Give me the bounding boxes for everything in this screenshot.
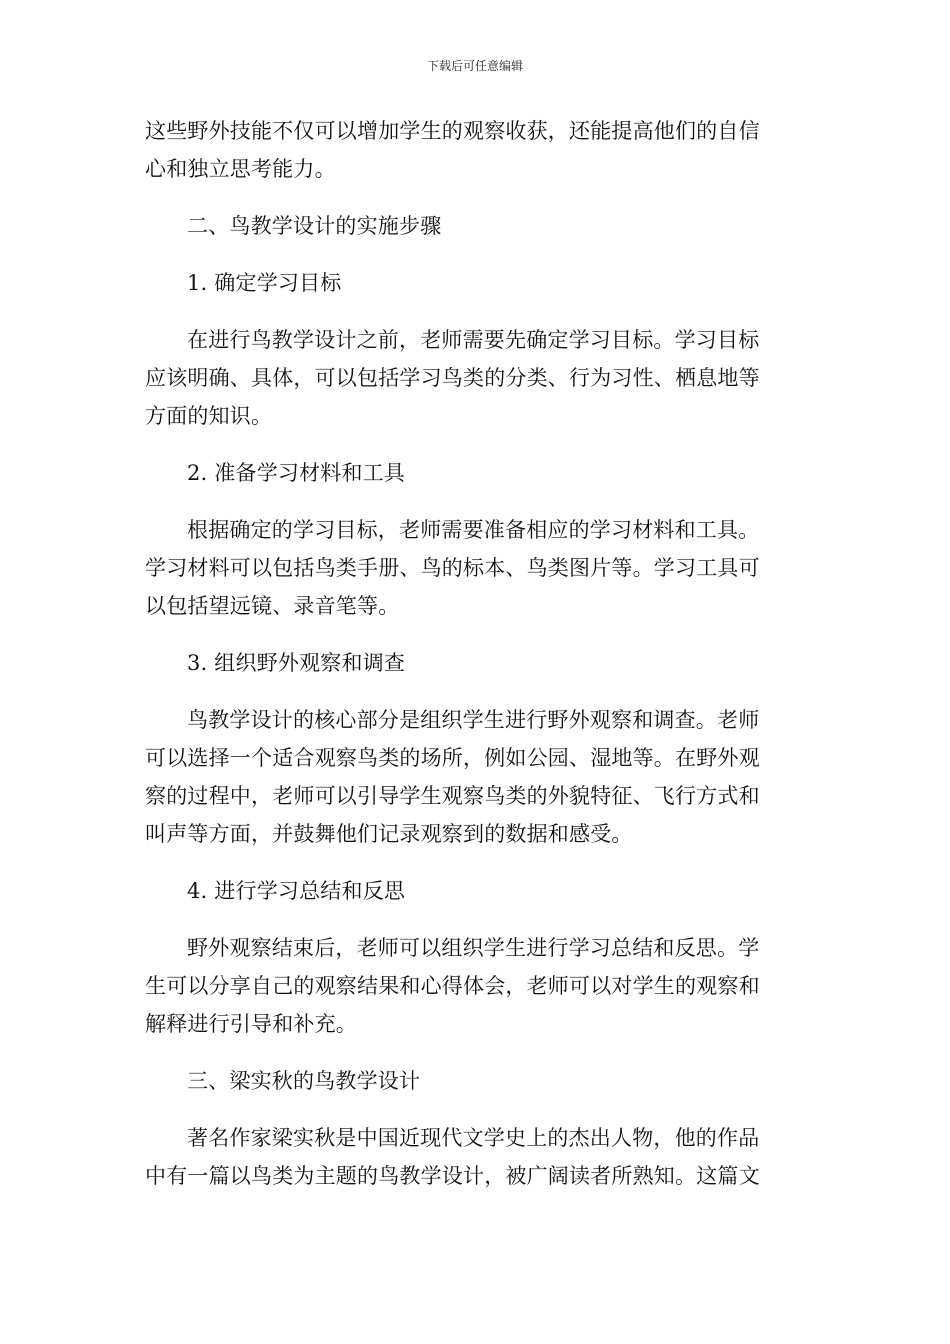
paragraph-line: 著名作家梁实秋是中国近现代文学史上的杰出人物，他的作品 — [187, 1126, 760, 1150]
document-body — [145, 112, 795, 1195]
step-heading: 3. 组织野外观察和调查 — [187, 651, 406, 675]
paragraph-line: 以包括望远镜、录音笔等。 — [145, 594, 400, 618]
paragraph-line: 方面的知识。 — [145, 404, 273, 428]
paragraph-line: 叫声等方面，并鼓舞他们记录观察到的数据和感受。 — [145, 822, 633, 846]
paragraph-line: 在进行鸟教学设计之前，老师需要先确定学习目标。学习目标 — [187, 328, 760, 352]
paragraph-line: 心和独立思考能力。 — [145, 157, 336, 181]
paragraph-line: 解释进行引导和补充。 — [145, 1012, 357, 1036]
paragraph-line: 鸟教学设计的核心部分是组织学生进行野外观察和调查。老师 — [187, 708, 760, 732]
paragraph-line: 根据确定的学习目标，老师需要准备相应的学习材料和工具。 — [187, 518, 760, 542]
paragraph-line: 学习材料可以包括鸟类手册、鸟的标本、鸟类图片等。学习工具可 — [145, 556, 760, 580]
paragraph-line: 野外观察结束后，老师可以组织学生进行学习总结和反思。学 — [187, 936, 760, 960]
paragraph-line: 察的过程中，老师可以引导学生观察鸟类的外貌特征、飞行方式和 — [145, 784, 760, 808]
paragraph-line: 应该明确、具体，可以包括学习鸟类的分类、行为习性、栖息地等 — [145, 366, 760, 390]
step-heading: 1. 确定学习目标 — [187, 271, 342, 295]
step-heading: 4. 进行学习总结和反思 — [187, 879, 406, 903]
paragraph-line: 可以选择一个适合观察鸟类的场所，例如公园、湿地等。在野外观 — [145, 746, 760, 770]
step-heading: 2. 准备学习材料和工具 — [187, 461, 406, 485]
section-heading: 三、梁实秋的鸟教学设计 — [187, 1069, 421, 1093]
page-header: 下载后可任意编辑 — [426, 59, 523, 73]
paragraph-line: 中有一篇以鸟类为主题的鸟教学设计，被广阔读者所熟知。这篇文 — [145, 1164, 760, 1188]
paragraph-line: 生可以分享自己的观察结果和心得体会，老师可以对学生的观察和 — [145, 974, 760, 998]
section-heading: 二、鸟教学设计的实施步骤 — [187, 214, 442, 238]
paragraph-line: 这些野外技能不仅可以增加学生的观察收获，还能提高他们的自信 — [145, 119, 760, 143]
